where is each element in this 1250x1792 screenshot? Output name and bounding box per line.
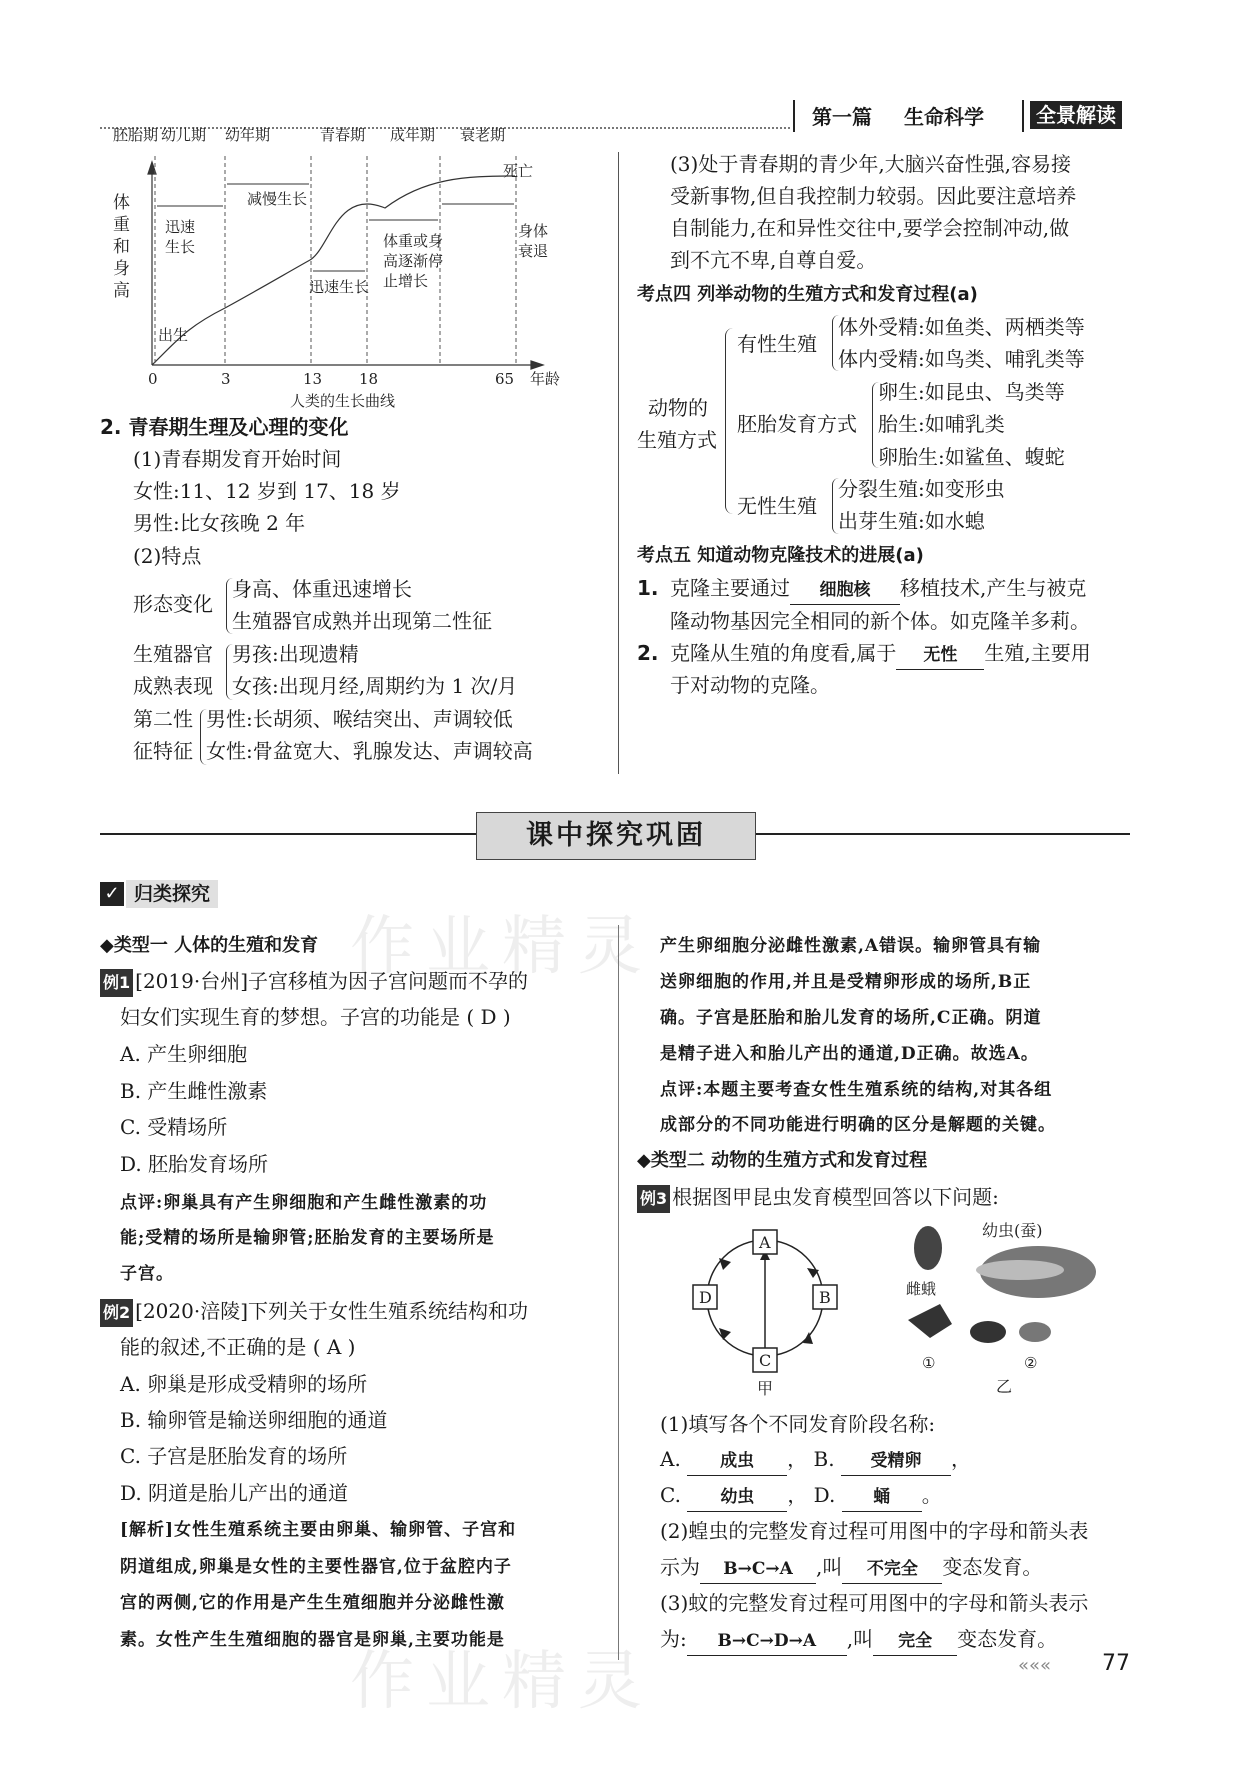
tick-0: 0	[148, 370, 158, 388]
column-divider-bottom	[618, 925, 619, 1660]
q1-note-3: 子宫。	[120, 1264, 174, 1284]
q1-note-2: 能;受精的场所是输卵管;胚胎发育的主要场所是	[120, 1228, 495, 1248]
q2-option-a: A. 卵巢是形成受精卵的场所	[120, 1372, 368, 1396]
tick-65: 65	[495, 370, 515, 388]
label-fast-3: 迅速生长	[309, 278, 370, 296]
label-stop-2: 高逐渐停	[383, 252, 444, 270]
node-c: C	[759, 1351, 772, 1370]
q2-solution-7: 确。子宫是胚胎和胎儿发育的场所,C正确。阴道	[660, 1008, 1042, 1028]
section-sub: 归类探究	[126, 880, 218, 908]
label-n2: ②	[1024, 1354, 1038, 1372]
label-b: B.	[813, 1447, 835, 1471]
header-divider-2	[1022, 100, 1024, 132]
node-d: D	[699, 1288, 712, 1307]
q1-text-a: [2019·台州]子宫移植为因子宫问题而不孕的	[135, 969, 529, 993]
q3-part-1: (1)填写各个不同发育阶段名称:	[660, 1412, 936, 1436]
organ-1: 男孩:出现遗精	[232, 642, 359, 666]
q3-part-2-line-2	[660, 1553, 1042, 1584]
watermark-2: 作业精灵	[350, 1645, 654, 1719]
q2-line-1	[100, 1297, 528, 1327]
q1-note-1: 点评:卵巢具有产生卵细胞和产生雌性激素的功	[120, 1193, 488, 1213]
q2-note-1: 点评:本题主要考查女性生殖系统的结构,对其各组	[660, 1080, 1053, 1100]
header-subject: 生命科学	[904, 105, 984, 129]
kaodian-4: 考点四 列举动物的生殖方式和发育过程(a)	[637, 284, 978, 305]
example-3-badge: 例3	[637, 1185, 670, 1213]
answer-d: 蛹	[842, 1483, 922, 1512]
brace-repro	[725, 328, 734, 514]
organ-2: 女孩:出现月经,周期约为 1 次/月	[232, 674, 518, 698]
clone-1-text-a: 克隆主要通过	[670, 576, 790, 600]
watermark-1: 作业精灵	[350, 910, 654, 984]
label-larva: 幼虫(蚕)	[982, 1221, 1043, 1240]
label-jia: 甲	[757, 1379, 774, 1398]
left-heading-2: 2. 青春期生理及心理的变化	[100, 415, 349, 439]
clone-2-answer: 无性	[896, 641, 984, 670]
ext-fert: 体外受精:如鱼类、两栖类等	[838, 315, 1085, 339]
q2-line-2: 能的叙述,不正确的是 ( A )	[120, 1335, 356, 1359]
page-arrows-icon: «««	[1018, 1655, 1052, 1676]
answer-c: 幼虫	[687, 1483, 787, 1512]
repro-label-a: 动物的	[648, 396, 708, 420]
tick-13: 13	[303, 370, 323, 388]
sex-label-a: 第二性	[133, 707, 193, 731]
clone-2-line-2: 于对动物的克隆。	[670, 673, 830, 697]
checkmark-icon: ✓	[100, 882, 124, 906]
period-embryo: 胚胎期	[113, 126, 159, 144]
type-2: ◆类型二 动物的生殖方式和发育过程	[637, 1150, 928, 1171]
answer-b: 受精卵	[841, 1447, 951, 1476]
tick-3: 3	[221, 370, 231, 388]
label-slow: 减慢生长	[247, 190, 308, 208]
label-birth: 出生	[158, 326, 189, 344]
right-p3d: 到不亢不卑,自尊自爱。	[670, 248, 877, 272]
clone-1-line-1	[670, 574, 1086, 605]
q2-option-b: B. 输卵管是输送卵细胞的通道	[120, 1408, 388, 1432]
chart-caption: 人类的生长曲线	[290, 392, 396, 410]
page-number: 77	[1102, 1651, 1130, 1676]
type-1: ◆类型一 人体的生殖和发育	[100, 935, 319, 956]
right-p3c: 自制能力,在和异性交往中,要学会控制冲动,做	[670, 216, 1070, 240]
organ-label-b: 成熟表现	[133, 674, 213, 698]
q2-solution-3: 宫的两侧,它的作用是产生生殖细胞并分泌雌性激	[120, 1593, 505, 1613]
q2-option-d: D. 阴道是胎儿产出的通道	[120, 1481, 349, 1505]
left-p1: (1)青春期发育开始时间	[133, 447, 342, 471]
clone-2-num: 2.	[637, 641, 659, 665]
q3-part-3-text-c: 变态发育。	[957, 1627, 1058, 1651]
ovoviviparous: 卵胎生:如鲨鱼、蝮蛇	[878, 445, 1065, 469]
label-c: C.	[660, 1483, 681, 1507]
viviparous: 胎生:如哺乳类	[878, 412, 1005, 436]
label-d: D.	[813, 1483, 836, 1507]
period-old: 衰老期	[460, 126, 506, 144]
asexual-label: 无性生殖	[737, 494, 817, 518]
q2-solution-4: 素。女性产生生殖细胞的器官是卵巢,主要功能是	[120, 1630, 505, 1650]
label-a: A.	[660, 1447, 681, 1471]
clone-1-num: 1.	[637, 576, 659, 600]
silkworm-diagram	[900, 1220, 1100, 1400]
repro-label-b: 生殖方式	[637, 428, 717, 452]
q1-line-2: 妇女们实现生育的梦想。子宫的功能是 ( D )	[120, 1005, 511, 1029]
ylabel-1: 体	[113, 193, 130, 213]
embryo-label: 胚胎发育方式	[737, 412, 857, 436]
answer-locust: B→C→A	[700, 1555, 816, 1584]
q2-solution-1: [解析]女性生殖系统主要由卵巢、输卵管、子宫和	[120, 1520, 517, 1540]
tick-18: 18	[359, 370, 379, 388]
period-puberty: 青春期	[320, 126, 366, 144]
ylabel-5: 高	[113, 281, 130, 301]
q3-part-2-text-b: ,叫	[816, 1555, 843, 1579]
q2-solution-6: 送卵细胞的作用,并且是受精卵形成的场所,B正	[660, 972, 1032, 992]
section-rule-left	[100, 833, 480, 835]
label-decline-1: 身体	[518, 222, 549, 240]
label-decline-2: 衰退	[518, 242, 549, 260]
clone-2-text-b: 生殖,主要用	[984, 641, 1091, 665]
header-divider	[793, 100, 795, 132]
q3-part-2-line-1: (2)蝗虫的完整发育过程可用图中的字母和箭头表	[660, 1519, 1089, 1543]
clone-2-text-a: 克隆从生殖的角度看,属于	[670, 641, 897, 665]
clone-1-answer: 细胞核	[790, 576, 900, 605]
clone-1-line-2: 隆动物基因完全相同的新个体。如克隆羊多莉。	[670, 609, 1090, 633]
header-part: 第一篇	[812, 105, 872, 129]
label-stop-1: 体重或身	[383, 232, 444, 250]
period-child: 幼年期	[225, 126, 271, 144]
q3-answers-row-1: A. 成虫 ， B. 受精卵 ，	[660, 1445, 971, 1476]
q3-part-3-text-b: ,叫	[846, 1627, 874, 1651]
answer-incomplete: 不完全	[842, 1555, 942, 1584]
q3-answers-row-2: C. 幼虫 ， D. 蛹 。	[660, 1481, 942, 1512]
xlabel: 年龄	[530, 370, 561, 388]
fission: 分裂生殖:如变形虫	[838, 477, 1005, 501]
q2-solution-2: 阴道组成,卵巢是女性的主要性器官,位于盆腔内子	[120, 1557, 512, 1577]
clone-1-text-b: 移植技术,产生与被克	[900, 576, 1087, 600]
label-yi: 乙	[996, 1377, 1013, 1396]
kaodian-5: 考点五 知道动物克隆技术的进展(a)	[637, 545, 924, 566]
budding: 出芽生殖:如水螅	[838, 509, 985, 533]
q1-line-1	[100, 967, 528, 997]
ylabel-3: 和	[113, 237, 130, 257]
left-female: 女性:11、12 岁到 17、18 岁	[133, 479, 401, 503]
answer-a: 成虫	[687, 1447, 787, 1476]
answer-complete: 完全	[873, 1627, 957, 1656]
organ-label-a: 生殖器官	[133, 642, 213, 666]
node-b: B	[819, 1288, 831, 1307]
section-title: 课中探究巩固	[476, 812, 756, 860]
period-adult: 成年期	[390, 126, 436, 144]
label-n1: ①	[922, 1354, 936, 1372]
label-moth: 雌蛾	[906, 1280, 937, 1298]
q3-line-1	[637, 1183, 999, 1213]
q3-part-3-line-1: (3)蚊的完整发育过程可用图中的字母和箭头表示	[660, 1591, 1089, 1615]
ylabel-4: 身	[113, 259, 130, 279]
sex-label-b: 征特征	[133, 739, 193, 763]
ylabel-2: 重	[113, 215, 130, 235]
sexual-label: 有性生殖	[737, 332, 817, 356]
example-1-badge: 例1	[100, 969, 133, 997]
insect-cycle-diagram	[685, 1228, 845, 1400]
header-badge: 全景解读	[1030, 101, 1122, 129]
int-fert: 体内受精:如鸟类、哺乳类等	[838, 347, 1085, 371]
label-death: 死亡	[503, 162, 534, 180]
label-fast-1: 迅速	[165, 218, 196, 236]
node-a: A	[759, 1233, 771, 1252]
q1-option-a: A. 产生卵细胞	[120, 1042, 248, 1066]
example-2-badge: 例2	[100, 1299, 133, 1327]
q3-part-2-text-a: 示为	[660, 1555, 700, 1579]
period-infant: 幼儿期	[161, 126, 207, 144]
shape-1: 身高、体重迅速增长	[232, 577, 412, 601]
column-divider-top	[618, 152, 619, 774]
q2-option-c: C. 子宫是胚胎发育的场所	[120, 1444, 348, 1468]
q3-text: 根据图甲昆虫发育模型回答以下问题:	[672, 1185, 999, 1209]
shape-2: 生殖器官成熟并出现第二性征	[232, 609, 492, 633]
oviparous: 卵生:如昆虫、鸟类等	[878, 380, 1065, 404]
shape-label: 形态变化	[133, 592, 213, 616]
label-stop-3: 止增长	[383, 272, 429, 290]
label-fast-2: 生长	[165, 238, 196, 256]
q1-option-c: C. 受精场所	[120, 1115, 228, 1139]
right-p3b: 受新事物,但自我控制力较弱。因此要注意培养	[670, 184, 1077, 208]
q3-part-2-text-c: 变态发育。	[942, 1555, 1043, 1579]
q3-part-3-text-a: 为:	[660, 1627, 687, 1651]
q2-solution-5: 产生卵细胞分泌雌性激素,A错误。输卵管具有输	[660, 936, 1042, 956]
section-rule-right	[752, 833, 1130, 835]
sex-1: 男性:长胡须、喉结突出、声调较低	[206, 707, 513, 731]
right-p3a: (3)处于青春期的青少年,大脑兴奋性强,容易接	[670, 152, 1072, 176]
q2-text-a: [2020·涪陵]下列关于女性生殖系统结构和功	[135, 1299, 529, 1323]
q2-note-2: 成部分的不同功能进行明确的区分是解题的关键。	[660, 1115, 1056, 1135]
answer-mosquito: B→C→D→A	[687, 1627, 847, 1656]
growth-chart	[113, 126, 575, 414]
q1-option-d: D. 胚胎发育场所	[120, 1152, 269, 1176]
left-p2: (2)特点	[133, 544, 202, 568]
sex-2: 女性:骨盆宽大、乳腺发达、声调较高	[206, 739, 533, 763]
q2-solution-8: 是精子进入和胎儿产出的通道,D正确。故选A。	[660, 1044, 1039, 1064]
left-male: 男性:比女孩晚 2 年	[133, 511, 306, 535]
q1-option-b: B. 产生雌性激素	[120, 1079, 268, 1103]
q3-part-3-line-2	[660, 1625, 1057, 1656]
clone-2-line-1	[670, 639, 1091, 670]
